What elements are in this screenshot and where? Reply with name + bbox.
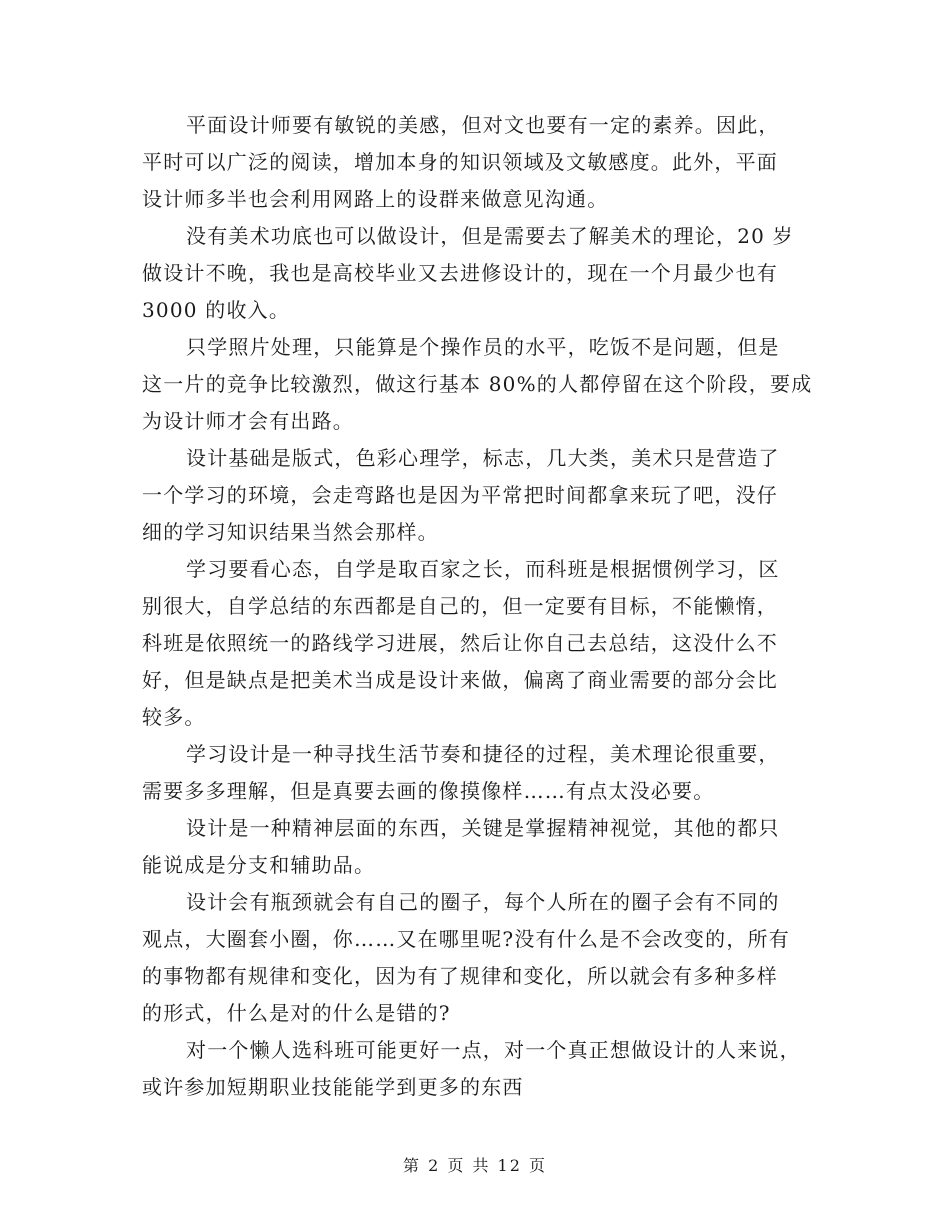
paragraph-line: 科班是依照统一的路线学习进展，然后让你自己去总结，这没什么不 [142, 631, 778, 655]
paragraph-line: 一个学习的环境，会走弯路也是因为平常把时间都拿来玩了吧，没仔 [142, 483, 778, 507]
paragraph-line: 设计师多半也会利用网路上的设群来做意见沟通。 [142, 187, 609, 211]
paragraph-line: 只学照片处理，只能算是个操作员的水平，吃饭不是问题，但是 [186, 335, 780, 359]
paragraph-line: 的形式，什么是对的什么是错的? [142, 1001, 451, 1025]
paragraph [142, 329, 812, 440]
paragraph-line: 能说成是分支和辅助品。 [142, 853, 376, 877]
paragraph [142, 440, 812, 551]
paragraph-line: 学习设计是一种寻找生活节奏和捷径的过程，美术理论很重要， [186, 742, 780, 766]
paragraph-line: 的事物都有规律和变化，因为有了规律和变化，所以就会有多种多样 [142, 964, 778, 988]
paragraph-line: 设计是一种精神层面的东西，关键是掌握精神视觉，其他的都只 [186, 816, 780, 840]
paragraph-line: 设计基础是版式，色彩心理学，标志，几大类，美术只是营造了 [186, 446, 780, 470]
paragraph-line: 3000 的收入。 [142, 298, 291, 322]
paragraph [142, 218, 812, 329]
paragraph-line: 需要多多理解，但是真要去画的像摸像样……有点太没必要。 [142, 779, 715, 803]
paragraph [142, 884, 812, 1032]
paragraph-line: 平时可以广泛的阅读，增加本身的知识领域及文敏感度。此外，平面 [142, 150, 778, 174]
paragraph-line: 细的学习知识结果当然会那样。 [142, 520, 439, 544]
paragraph [142, 736, 812, 810]
paragraph-line: 这一片的竞争比较激烈，做这行基本 80%的人都停留在这个阶段，要成 [142, 372, 813, 396]
paragraph-line: 学习要看心态，自学是取百家之长，而科班是根据惯例学习，区 [186, 557, 780, 581]
paragraph-line: 对一个懒人选科班可能更好一点，对一个真正想做设计的人来说， [186, 1038, 801, 1062]
paragraph-line: 好，但是缺点是把美术当成是设计来做，偏离了商业需要的部分会比 [142, 668, 778, 692]
paragraph [142, 551, 812, 736]
paragraph-line: 平面设计师要有敏锐的美感，但对文也要有一定的素养。因此， [186, 113, 780, 137]
document-body [142, 107, 812, 1106]
paragraph-line: 设计会有瓶颈就会有自己的圈子，每个人所在的圈子会有不同的 [186, 890, 780, 914]
paragraph [142, 107, 812, 218]
paragraph [142, 810, 812, 884]
paragraph-line: 别很大，自学总结的东西都是自己的，但一定要有目标，不能懒惰， [142, 594, 778, 618]
paragraph-line: 较多。 [142, 705, 206, 729]
paragraph-line: 观点，大圈套小圈，你……又在哪里呢?没有什么是不会改变的，所有 [142, 927, 790, 951]
paragraph-line: 做设计不晚，我也是高校毕业又去进修设计的，现在一个月最少也有 [142, 261, 778, 285]
paragraph-line: 为设计师才会有出路。 [142, 409, 354, 433]
paragraph [142, 1032, 812, 1106]
page-number-footer: 第 2 页 共 12 页 [403, 1156, 547, 1175]
paragraph-line: 没有美术功底也可以做设计，但是需要去了解美术的理论，20 岁 [186, 224, 794, 248]
paragraph-line: 或许参加短期职业技能能学到更多的东西 [142, 1075, 524, 1099]
